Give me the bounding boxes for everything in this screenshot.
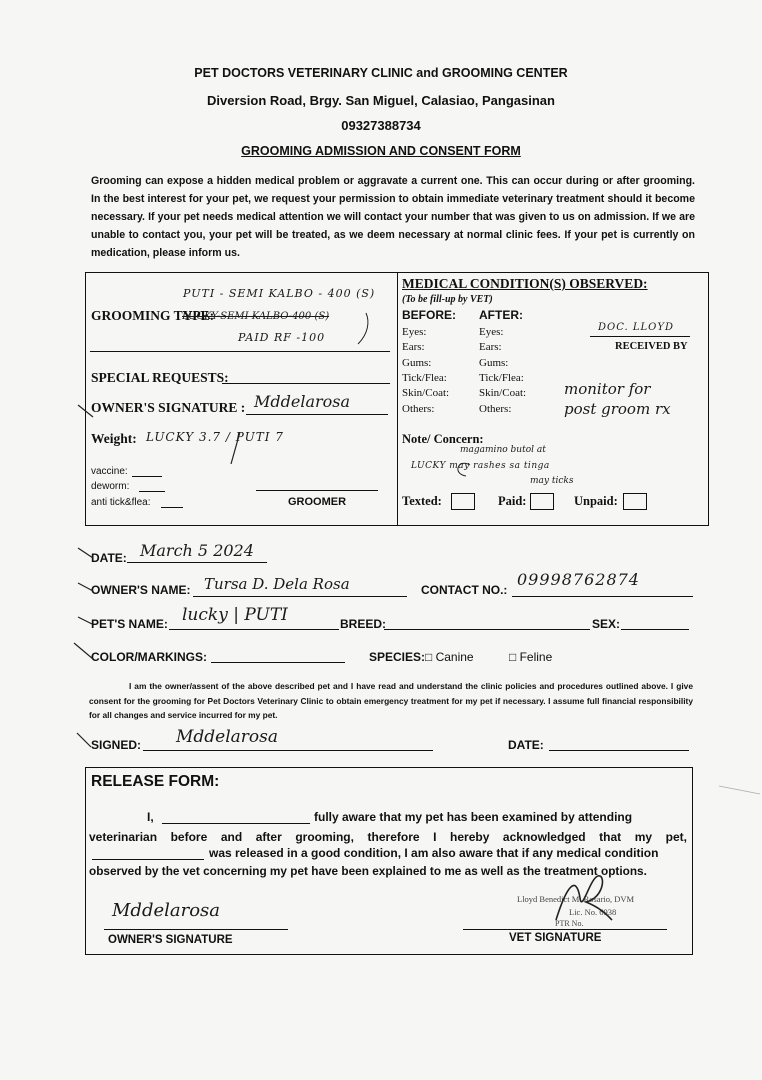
medical-title: MEDICAL CONDITION(S) OBSERVED: xyxy=(402,276,648,291)
clinic-phone: 09327388734 xyxy=(341,118,421,133)
form-title: GROOMING ADMISSION AND CONSENT FORM xyxy=(241,144,521,158)
owner-name-label: OWNER'S NAME: xyxy=(91,583,191,597)
unpaid-label: Unpaid: xyxy=(574,494,618,508)
vet-stamp-ptr: PTR No. xyxy=(555,919,584,928)
monitor-hw-2: post groom rx xyxy=(564,400,671,418)
clinic-name: PET DOCTORS VETERINARY CLINIC and GROOMING CENTER xyxy=(194,66,568,80)
received-hw: DOC. LLOYD xyxy=(598,322,674,333)
clinic-address: Diversion Road, Brgy. San Miguel, Calasiao, Pangasinan xyxy=(207,93,555,108)
consent-paragraph: I am the owner/assent of the above described pet and I have read and understand the clinic policies and procedures outlined above. I give consent for the grooming for Pet Doctors Veterinary Clinic to obtain emergency treatment for my pet if necessary. I assume full financial responsibility for all changes and service incurred for my pet. xyxy=(89,681,693,720)
medical-subtitle: (To be fill-up by VET) xyxy=(402,294,493,305)
owner-signature-footer: OWNER'S SIGNATURE xyxy=(108,934,233,946)
sex-label: SEX: xyxy=(592,617,621,631)
note-hw-2: LUCKY may rashes sa tinga xyxy=(411,461,550,471)
deworm-label: deworm: xyxy=(91,481,130,492)
before-gums: Gums: xyxy=(402,357,432,369)
weight-label: Weight: xyxy=(91,431,137,446)
release-owner-signature-hw: Mddelarosa xyxy=(112,900,221,921)
after-eyes: Eyes: xyxy=(479,326,504,338)
release-i: I, xyxy=(147,810,154,824)
after-label: AFTER: xyxy=(479,308,523,322)
vet-stamp-license: Lic. No. 6938 xyxy=(569,907,617,917)
pet-name-label: PET'S NAME: xyxy=(91,617,168,631)
species-label: SPECIES: xyxy=(369,650,426,664)
owner-signature-hw: Mddelarosa xyxy=(254,392,351,411)
release-line4: observed by the vet concerning my pet have been explained to me as well as the treatment options. xyxy=(89,864,647,878)
date-label: DATE: xyxy=(91,551,127,565)
canine-option[interactable]: □ Canine xyxy=(425,650,474,664)
owner-name-hw: Tursa D. Dela Rosa xyxy=(204,575,350,593)
grooming-type-hw-2: LUCKY-SEMI KALBO-400 (S) xyxy=(182,311,330,322)
signed-label: SIGNED: xyxy=(91,738,142,752)
contact-label: CONTACT NO.: xyxy=(421,583,508,597)
after-tick: Tick/Flea: xyxy=(479,372,524,384)
vet-stamp-name: Lloyd Benedict M. Rosario, DVM xyxy=(517,894,635,904)
after-gums: Gums: xyxy=(479,357,509,369)
note-hw-1: magamino butol at xyxy=(460,445,546,455)
before-skin: Skin/Coat: xyxy=(402,387,450,399)
paid-label: Paid: xyxy=(498,494,527,508)
release-line1: fully aware that my pet has been examined by attending xyxy=(314,810,633,824)
note-label: Note/ Concern: xyxy=(402,432,484,446)
pet-name-hw: lucky | PUTI xyxy=(182,605,288,625)
grooming-type-hw-3: PAID RF -100 xyxy=(238,331,326,344)
date-hw: March 5 2024 xyxy=(140,541,254,560)
contact-hw: 09998762874 xyxy=(517,570,640,589)
owner-signature-label: OWNER'S SIGNATURE : xyxy=(91,400,246,415)
after-ears: Ears: xyxy=(479,341,502,353)
after-skin: Skin/Coat: xyxy=(479,387,527,399)
after-others: Others: xyxy=(479,403,512,415)
breed-label: BREED: xyxy=(340,617,387,631)
received-by-label: RECEIVED BY xyxy=(615,341,688,352)
before-others: Others: xyxy=(402,403,435,415)
note-hw-3: may ticks xyxy=(530,476,574,486)
release-line3: was released in a good condition, I am also aware that if any medical condition xyxy=(209,846,659,860)
vet-signature-footer: VET SIGNATURE xyxy=(509,932,602,944)
release-line2: veterinarian before and after grooming, therefore I hereby acknowledged that my pet, xyxy=(89,830,687,844)
texted-label: Texted: xyxy=(402,494,442,508)
color-label: COLOR/MARKINGS: xyxy=(91,650,207,664)
signed-hw: Mddelarosa xyxy=(176,727,279,747)
before-label: BEFORE: xyxy=(402,308,456,322)
before-eyes: Eyes: xyxy=(402,326,427,338)
grooming-type-hw-1: PUTI - SEMI KALBO - 400 (S) xyxy=(183,287,376,300)
vaccine-label: vaccine: xyxy=(91,466,128,477)
before-tick: Tick/Flea: xyxy=(402,372,447,384)
groomer-label: GROOMER xyxy=(288,496,347,508)
release-title: RELEASE FORM: xyxy=(91,773,220,790)
intro-paragraph: Grooming can expose a hidden medical problem or aggravate a current one. This can occur during or after grooming. In the best interest for your pet, we request your permission to obtain immediate veterinary treatment should it become necessary. If your pet needs medical attention we will contact your number that was given to us on admission. If we are unable to contact you, your pet will be treated, as we deem necessary at normal clinic fees. If your pet is currently on medication, please inform us. xyxy=(91,175,695,259)
feline-option[interactable]: □ Feline xyxy=(509,650,553,664)
weight-hw: LUCKY 3.7 / PUTI 7 xyxy=(146,430,284,444)
grooming-type-label: GROOMING TYPE: xyxy=(91,308,215,323)
special-requests-label: SPECIAL REQUESTS: xyxy=(91,370,229,385)
monitor-hw-1: monitor for xyxy=(564,380,651,398)
before-ears: Ears: xyxy=(402,341,425,353)
anti-tick-label: anti tick&flea: xyxy=(91,497,151,508)
date2-label: DATE: xyxy=(508,738,544,752)
